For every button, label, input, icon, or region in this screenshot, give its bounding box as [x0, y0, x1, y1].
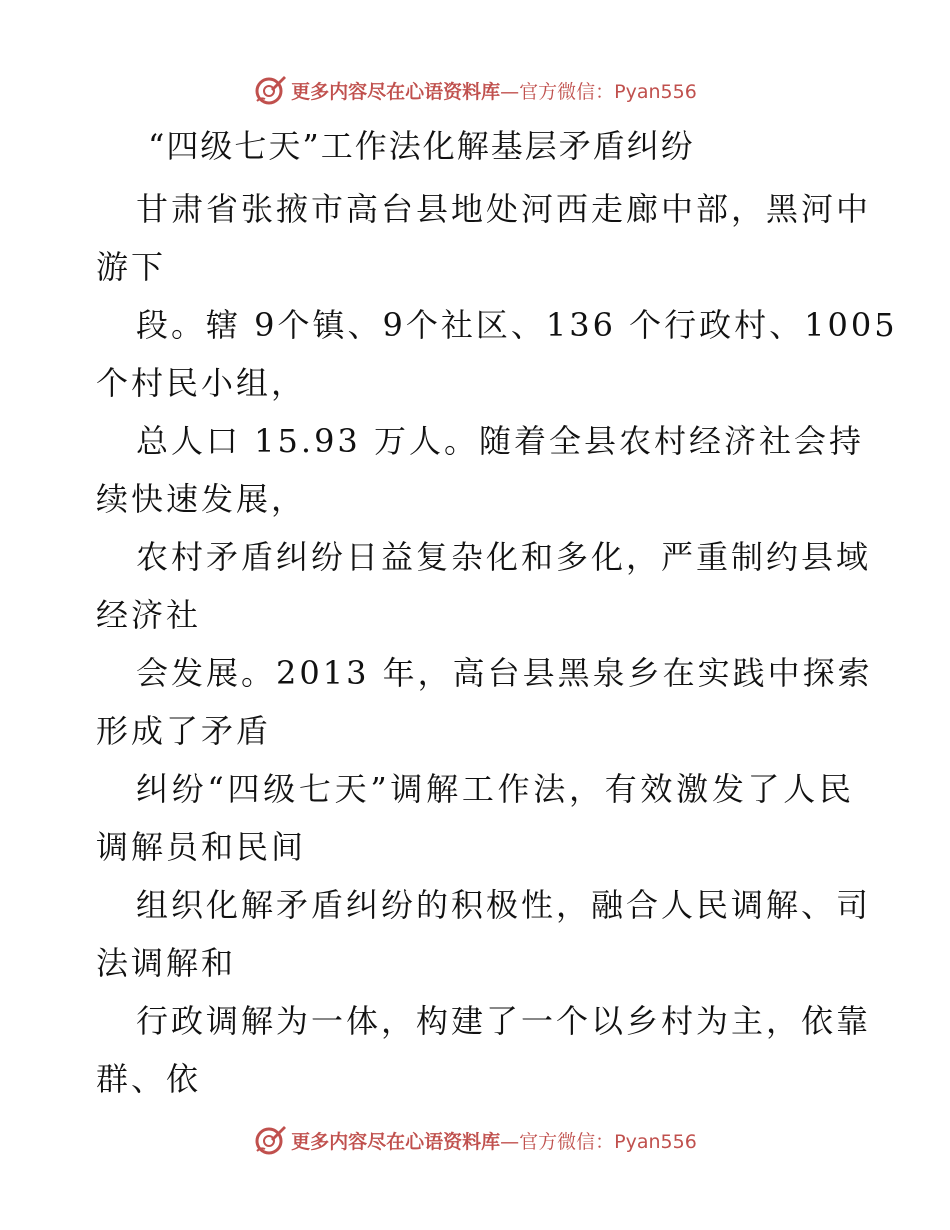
paragraph: [96, 528, 872, 644]
paragraph-line: 法调解和: [96, 944, 237, 982]
paragraph-line: 个村民小组，: [96, 364, 307, 402]
paragraph-line: 群、依: [96, 1060, 202, 1098]
paragraph-line: 形成了矛盾: [96, 712, 272, 750]
paragraph-line: 甘肃省张掖市高台县地处河西走廊中部，黑河中: [136, 190, 872, 228]
pen-nib-logo-icon: [253, 73, 287, 107]
banner-contact-text: —官方微信：Pyan556: [500, 80, 697, 103]
paragraph-line: 总人口 15.93 万人。随着全县农村经济社会持: [136, 422, 864, 460]
document-body: [96, 180, 898, 1108]
paragraph-line: 续快速发展，: [96, 480, 307, 518]
paragraph-line: 游下: [96, 248, 167, 286]
banner-main-text: 更多内容尽在心语资料库: [291, 1130, 501, 1153]
paragraph-line: 农村矛盾纠纷日益复杂化和多化，严重制约县域: [136, 538, 872, 576]
pen-nib-logo-icon: [253, 1123, 287, 1157]
paragraph-line: 行政调解为一体，构建了一个以乡村为主，依靠: [136, 1002, 872, 1040]
paragraph-line: 会发展。2013 年，高台县黑泉乡在实践中探索: [136, 654, 873, 692]
paragraph: [96, 412, 864, 528]
document-title: “四级七天”工作法化解基层矛盾纠纷: [148, 127, 695, 165]
paragraph: [96, 296, 898, 412]
paragraph: [96, 760, 854, 876]
paragraph: [96, 876, 872, 992]
paragraph-line: 调解员和民间: [96, 828, 307, 866]
paragraph: [96, 180, 872, 296]
banner-contact-text: —官方微信：Pyan556: [500, 1130, 697, 1153]
paragraph-line: 组织化解矛盾纠纷的积极性，融合人民调解、司: [136, 886, 872, 924]
footer-banner: [0, 1120, 950, 1160]
paragraph: [96, 992, 872, 1108]
banner-main-text: 更多内容尽在心语资料库: [291, 80, 501, 103]
paragraph-line: 纠纷“四级七天”调解工作法，有效激发了人民: [136, 770, 854, 808]
paragraph: [96, 644, 873, 760]
paragraph-line: 经济社: [96, 596, 202, 634]
header-banner: [0, 70, 950, 110]
paragraph-line: 段。辖 9个镇、9个社区、136 个行政村、1005: [136, 306, 898, 344]
